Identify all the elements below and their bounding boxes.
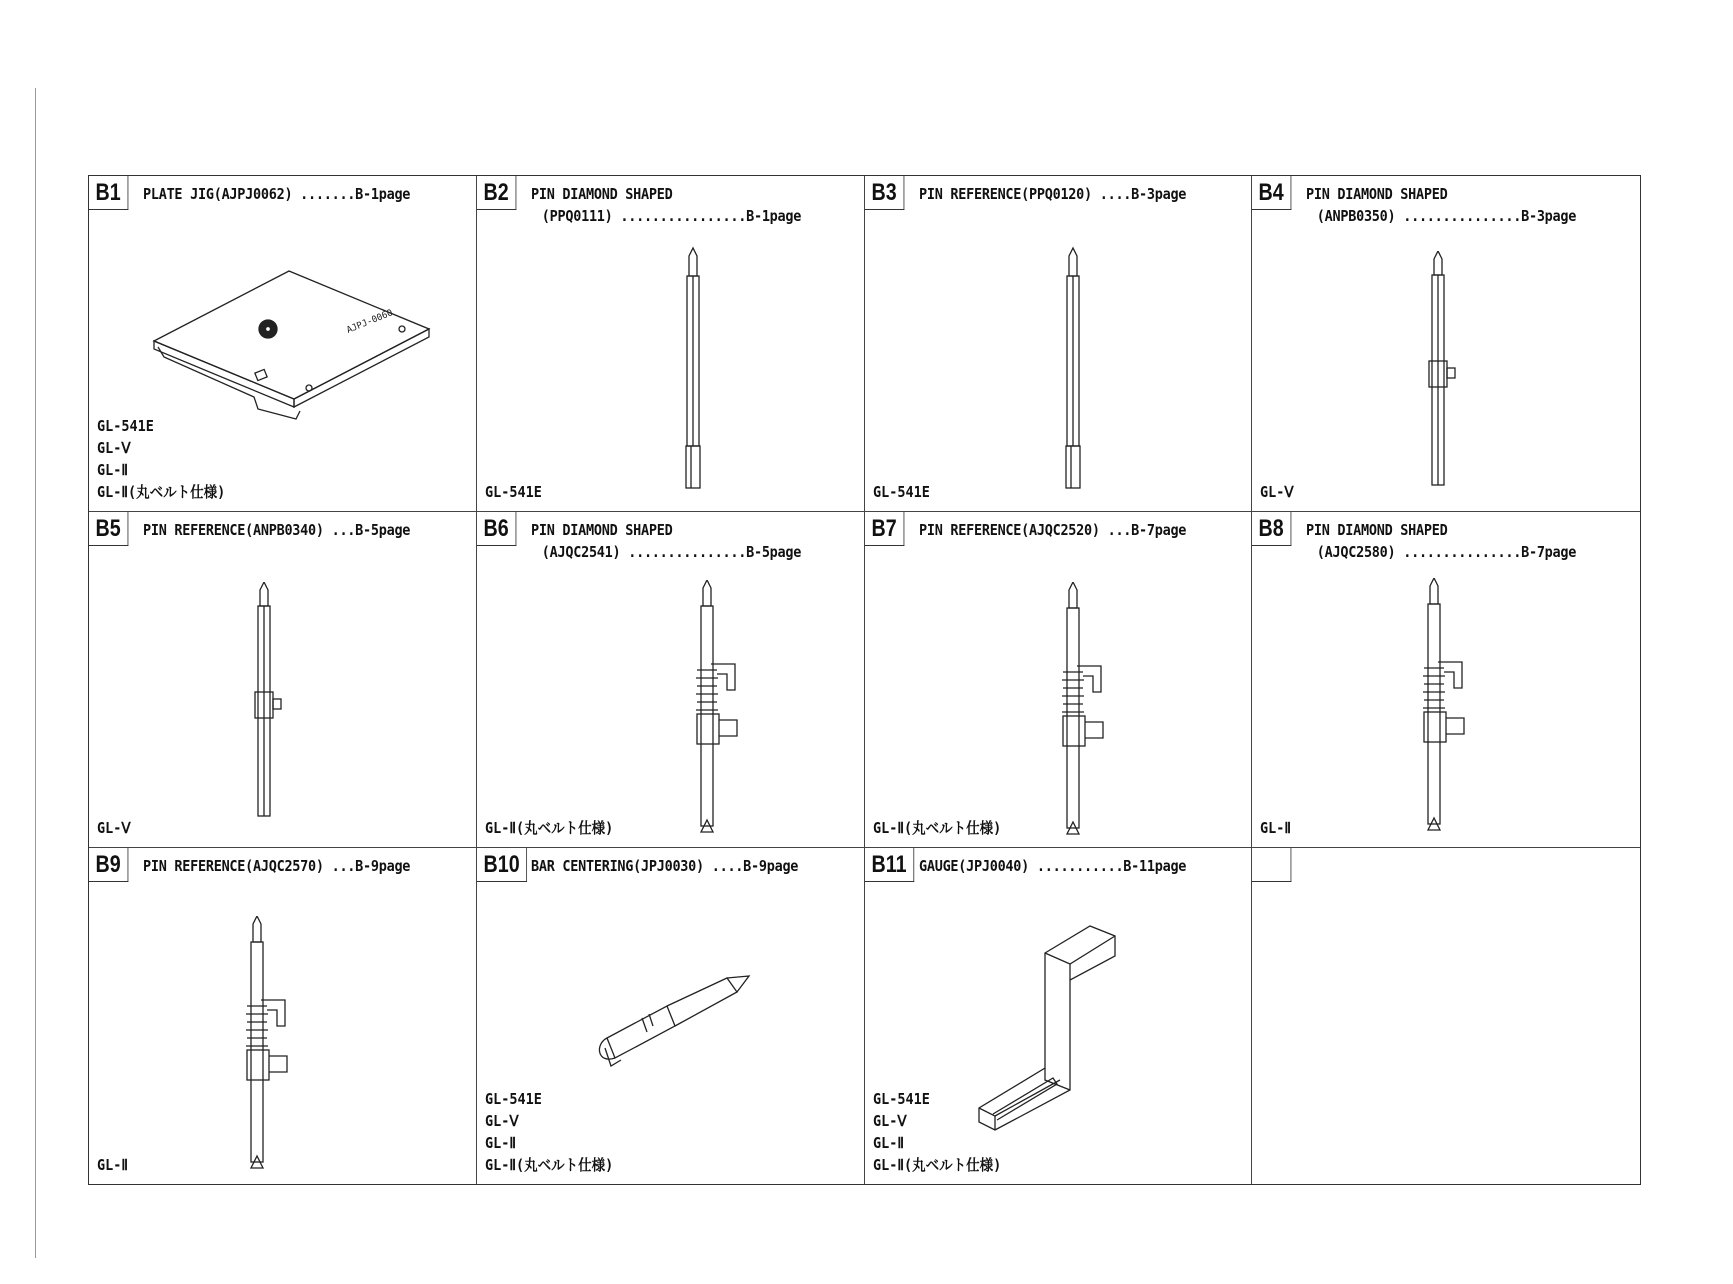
spring-reference-pin-drawing-icon [237,916,327,1176]
item-title [531,521,801,561]
plate-jig-drawing-icon [144,261,477,441]
item-title-line2: (AJQC2541) ...............B-5page [541,543,801,561]
item-title [1306,185,1576,225]
reference-pin-drawing-icon [1053,246,1093,496]
model-label: GL-541E [484,1090,542,1108]
item-number-badge: B5 [89,512,128,546]
item-title-line1: PIN DIAMOND SHAPED [530,185,673,203]
item-title-line1: PIN DIAMOND SHAPED [1306,185,1448,203]
item-title [143,521,410,539]
cell-empty [1252,848,1640,1184]
cell-b3 [865,176,1253,512]
item-number-badge: B8 [1252,512,1291,546]
model-label: GL-Ⅱ [484,1134,516,1152]
model-list [873,1088,1001,1176]
item-title-line1: BAR CENTERING(JPJ0030) ....B-9page [530,857,798,875]
model-list [1260,817,1291,839]
model-label: GL-541E [872,483,930,501]
model-label: GL-Ⅱ(丸ベルト仕様) [484,819,614,837]
cell-b8 [1252,512,1640,848]
model-list [97,817,131,839]
model-label: GL-Ⅴ [97,819,131,837]
model-list [485,1088,613,1176]
item-title [919,185,1186,203]
item-title-line1: GAUGE(JPJ0040) ...........B-11page [918,857,1186,875]
item-title-line2: (AJQC2580) ...............B-7page [1317,543,1577,561]
item-title-line1: PIN REFERENCE(AJQC2520) ...B-7page [918,521,1186,539]
item-number-badge: B11 [865,848,914,882]
item-number-badge: B9 [89,848,128,882]
item-title [143,185,410,203]
item-number-badge: B4 [1252,176,1291,210]
model-label: GL-541E [484,483,542,501]
item-title-line1: PIN REFERENCE(ANPB0340) ...B-5page [143,521,411,539]
model-list [873,817,1001,839]
cell-b2 [477,176,865,512]
item-title-line1: PLATE JIG(AJPJ0062) .......B-1page [143,185,411,203]
item-title [143,857,410,875]
item-number-badge [1252,848,1291,882]
item-title-line2: (ANPB0350) ...............B-3page [1317,207,1577,225]
model-label: GL-Ⅱ(丸ベルト仕様) [484,1156,614,1174]
spring-diamond-pin-drawing-icon [1414,578,1504,838]
item-number-badge: B6 [477,512,516,546]
diamond-pin-drawing-icon [673,246,713,496]
model-label: GL-Ⅱ [97,1156,129,1174]
page-margin-line [35,88,36,1258]
cell-b10 [477,848,865,1184]
model-label: GL-Ⅱ [872,1134,904,1152]
item-title-line1: PIN DIAMOND SHAPED [530,521,673,539]
item-title-line1: PIN DIAMOND SHAPED [1306,521,1448,539]
item-number-badge: B7 [865,512,904,546]
reference-pin-collar-drawing-icon [244,582,304,832]
item-number-badge: B2 [477,176,516,210]
model-label: GL-Ⅱ [97,461,129,479]
model-label: GL-Ⅱ(丸ベルト仕様) [872,819,1001,837]
model-list [1260,481,1294,503]
model-label: GL-Ⅴ [484,1112,519,1130]
item-number-badge: B10 [477,848,527,882]
item-title-line1: PIN REFERENCE(AJQC2570) ...B-9page [143,857,411,875]
jig-parts-grid [88,175,1641,1185]
item-title [531,857,798,875]
model-label: GL-Ⅱ(丸ベルト仕様) [872,1156,1001,1174]
part-marking-text: AJPJ-0060 [345,308,395,336]
item-title [531,185,801,225]
cell-b4 [1252,176,1640,512]
model-list [97,415,225,503]
model-list [873,481,930,503]
cell-b11 [865,848,1253,1184]
model-list [485,481,542,503]
model-label: GL-541E [97,417,154,435]
cell-b6 [477,512,865,848]
model-label: GL-Ⅴ [872,1112,907,1130]
cell-b7 [865,512,1253,848]
item-title [919,521,1186,539]
item-title-line2: (PPQ0111) ................B-1page [541,207,801,225]
item-title [919,857,1186,875]
model-label: GL-Ⅱ(丸ベルト仕様) [97,483,226,501]
cell-b5 [89,512,477,848]
item-number-badge: B3 [865,176,904,210]
cell-b1 [89,176,477,512]
model-label: GL-Ⅴ [97,439,131,457]
model-list [485,817,613,839]
item-number-badge: B1 [89,176,128,210]
model-label: GL-541E [872,1090,930,1108]
diamond-pin-collar-drawing-icon [1418,251,1478,501]
centering-bar-drawing-icon [587,948,787,1098]
item-title [1306,521,1576,561]
spring-reference-pin-drawing-icon [1053,582,1143,842]
cell-b9 [89,848,477,1184]
spring-diamond-pin-drawing-icon [687,580,777,840]
item-title-line1: PIN REFERENCE(PPQ0120) ....B-3page [918,185,1186,203]
model-list [97,1154,128,1176]
model-label: GL-Ⅴ [1260,483,1294,501]
model-label: GL-Ⅱ [1260,819,1292,837]
